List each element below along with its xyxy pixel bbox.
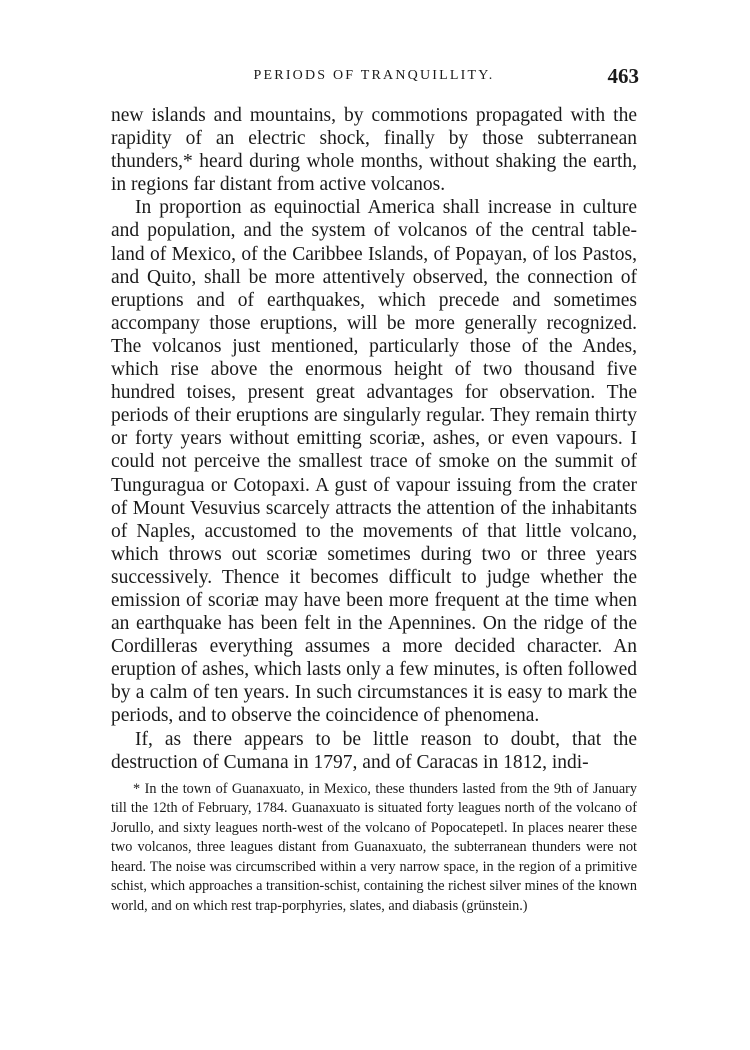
paragraph-cumana-caracas: If, as there appears to be little reason to doubt, that the destruction of Cumana in 1797, and of Caracas in 1812, indi- bbox=[111, 728, 637, 773]
footnote: * In the town of Guanaxuato, in Mexico, these thunders lasted from the 9th of January till the 12th of February, 1784. Guanaxuato is situated forty leagues north of the volcano of Jorullo, and sixty leagues north-west of the volcano of Popocatepetl. In places nearer these two volcanos, three leagues distant from Guanaxuato, the subterranean thunders were not heard. The noise was circumscribed within a very narrow space, in the region of a primitive schist, which approaches a transition-schist, containing the richest silver mines of the known world, and on which rest trap-porphyries, slates, and diabasis (grünstein.) bbox=[111, 780, 637, 914]
book-page bbox=[111, 64, 637, 916]
running-title: PERIODS OF TRANQUILLITY. bbox=[253, 68, 495, 83]
body-text bbox=[111, 104, 637, 774]
paragraph-continued: new islands and mountains, by commotions propagated with the rapidity of an electric shock, finally by those subterranean thunders,* heard during whole months, without shaking the earth, in regions far distant from active volcanos. bbox=[111, 105, 637, 196]
page-number: 463 bbox=[607, 64, 639, 88]
page-header bbox=[111, 64, 637, 92]
paragraph-equinoctial-america: In proportion as equinoctial America shall increase in culture and population, and the system of volcanos of the central table-land of Mexico, of the Caribbee Islands, of Popayan, of los Pastos, and Quito, shall be more attentively observed, the connection of eruptions and of earthquakes, which precede and sometimes accompany those eruptions, will be more generally recognized. The volcanos just mentioned, particularly those of the Andes, which rise above the enormous height of two thousand five hundred toises, present great advantages for observation. The periods of their eruptions are singularly regular. They remain thirty or forty years without emitting scoriæ, ashes, or even vapours. I could not perceive the smallest trace of smoke on the summit of Tunguragua or Cotopaxi. A gust of vapour issuing from the crater of Mount Vesuvius scarcely attracts the attention of the inhabitants of Naples, accustomed to the movements of that little volcano, which throws out scoriæ sometimes during two or three years successively. Thence it becomes difficult to judge whether the emission of scoriæ may have been more frequent at the time when an earthquake has been felt in the Apennines. On the ridge of the Cordilleras everything assumes a more decided character. An eruption of ashes, which lasts only a few minutes, is often followed by a calm of ten years. In such circumstances it is easy to mark the periods, and to observe the coincidence of phenomena. bbox=[111, 197, 637, 727]
